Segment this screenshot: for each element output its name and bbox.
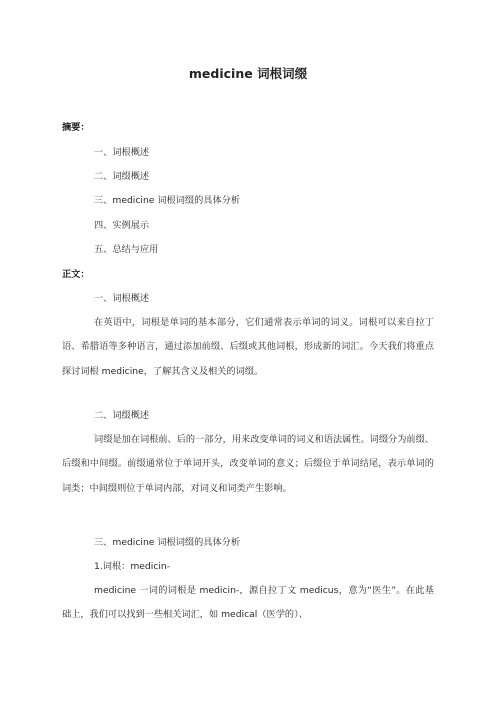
summary-item-1: 一、词根概述 bbox=[94, 147, 150, 158]
summary-item-2: 二、词缀概述 bbox=[94, 171, 150, 182]
section-3-paragraph-1: medicine 一词的词根是 medicin-，源自拉丁文 medicus，意为“医生”。在此基础上，我们可以找到一些相关词汇，如 medical（医学的）、 bbox=[62, 585, 434, 621]
section-3-subheading-1: 1.词根：medicin- bbox=[94, 561, 171, 572]
document-title: medicine 词根词缀 bbox=[188, 66, 308, 81]
section-2-heading: 二、词缀概述 bbox=[94, 410, 150, 421]
body-label: 正文： bbox=[62, 269, 90, 280]
summary-item-3: 三、medicine 词根词缀的具体分析 bbox=[94, 195, 241, 206]
summary-item-4: 四、实例展示 bbox=[94, 220, 150, 231]
section-3-heading: 三、medicine 词根词缀的具体分析 bbox=[94, 537, 241, 548]
section-2-paragraph: 词缀是加在词根前、后的一部分，用来改变单词的词义和语法属性。词缀分为前缀、后缀和中间缀。前缀通常位于单词开头，改变单词的意义；后缀位于单词结尾，表示单词的词类；中间缀则位于单词内部，对词义和词类产生影响。 bbox=[62, 434, 434, 494]
summary-label: 摘要： bbox=[62, 122, 90, 133]
section-1-paragraph: 在英语中，词根是单词的基本部分，它们通常表示单词的词义。词根可以来自拉丁语、希腊语等多种语言，通过添加前缀、后缀或其他词根，形成新的词汇。今天我们将重点探讨词根 medicine，了解其含义及相关的词缀。 bbox=[62, 317, 434, 377]
section-1-heading: 一、词根概述 bbox=[94, 293, 150, 304]
summary-item-5: 五、总结与应用 bbox=[94, 244, 159, 255]
